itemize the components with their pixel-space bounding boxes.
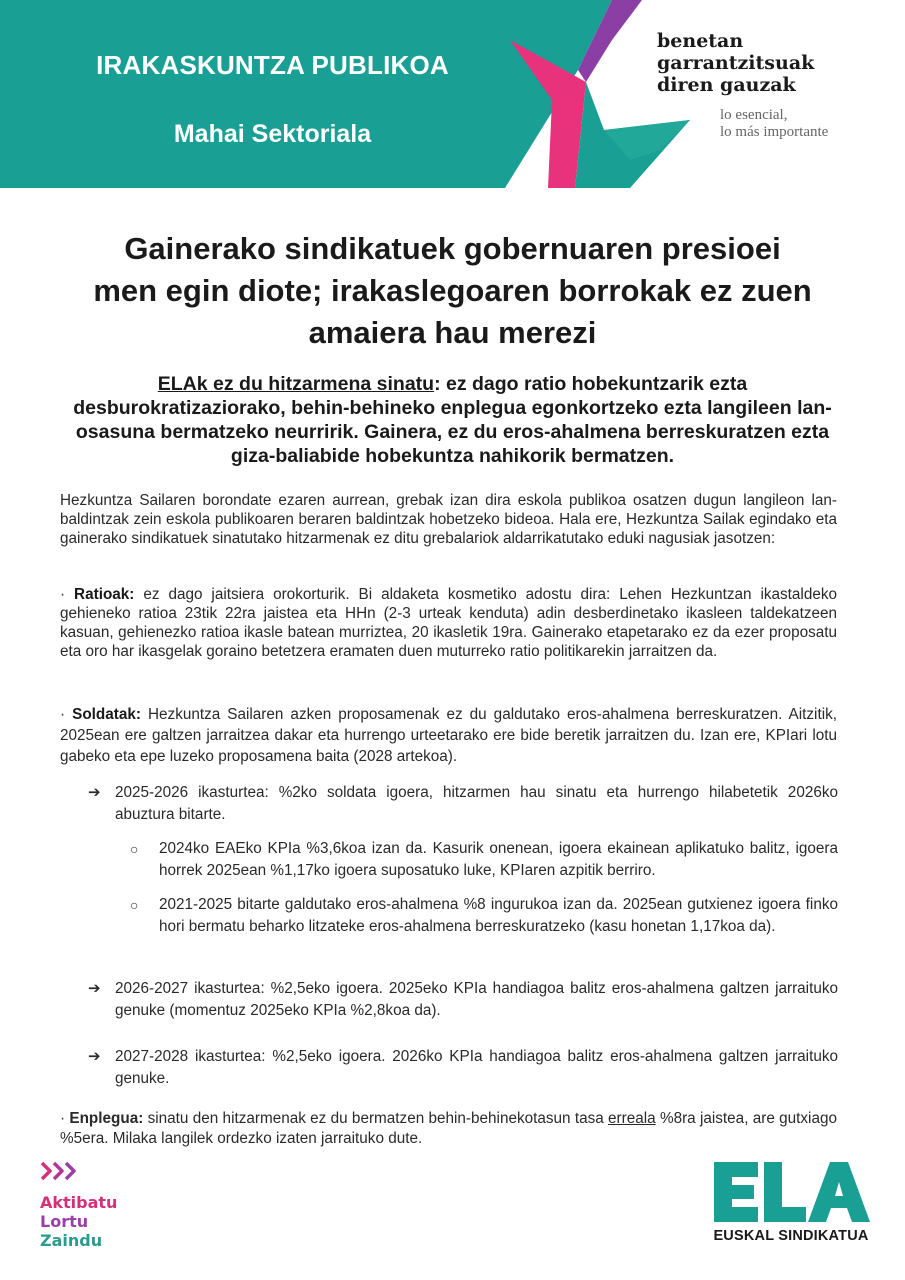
list-item-text: 2026-2027 ikasturtea: %2,5eko igoera. 2025eko KPIa handiagoa balitz eros-ahalmena galtzen jarraituko genuke (momentuz 2025eko KPIa %2,8koa da). <box>115 980 838 1019</box>
slogan-es-line: lo más importante <box>720 124 829 140</box>
headline <box>40 228 865 354</box>
footer-slogan <box>40 1193 117 1250</box>
footer-slogan-line: Aktibatu <box>40 1193 118 1212</box>
headline-line: men egin diote; irakaslegoaren borrokak ez zuen <box>93 273 812 308</box>
footer-slogan-line: Lortu <box>40 1212 89 1231</box>
lead-underlined: ELAk ez du hitzarmena sinatu <box>157 373 435 395</box>
headline-line: amaiera hau merezi <box>308 315 597 350</box>
soldatak-label: Soldatak: <box>72 706 141 723</box>
soldatak-paragraph <box>60 704 837 767</box>
sub-list-item <box>130 894 838 938</box>
lead-paragraph <box>55 372 850 468</box>
sub-list-item-text: 2021-2025 bitarte galdutako eros-ahalmena %8 ingurukoa izan da. 2025ean gutxienez igoera finko hori bermatu beharko litzateke eros-ahalmena berreskuratzeko (kasu honetan 1,17koa da). <box>159 896 838 935</box>
slogan-line: garrantzitsuak <box>657 52 815 74</box>
footer-slogan-line: Zaindu <box>40 1231 103 1250</box>
slogan-es-line: lo esencial, <box>720 107 788 123</box>
sub-list-item-text: 2024ko EAEko KPIa %3,6koa izan da. Kasurik onenean, igoera ekainean aplikatuko balitz, igoera horrek 2025ean %1,17ko igoera suposatuko luke, KPIaren azpitik berriro. <box>159 840 838 879</box>
headline-line: Gainerako sindikatuek gobernuaren presioei <box>124 231 781 266</box>
ratioak-text: ez dago jaitsiera orokorturik. Bi aldaketa kosmetiko adostu dira: Lehen Hezkuntzan ikastaldeko gehieneko ratioa 23tik 22ra jaistea eta HHn (2-3 urteak kenduta) adin desberdinetako ikasleen taldekatzeen kasuan, gehienezko ratioa ikasle batean murriztea, 20 ikasletik 19ra. Gainerako etapetarako ez da ezer proposatu eta oro har ikasgelak goraino betetzera eramaten duen muturreko ratio politikarekin jarraitzen da. <box>60 586 837 660</box>
circle-bullet-icon: ○ <box>130 841 139 857</box>
ela-logo-subtitle: EUSKAL SINDIKATUA <box>713 1228 869 1244</box>
chevrons-icon <box>40 1160 80 1182</box>
lead-text: : ez dago ratio hobekuntzarik ezta desburokratizaziorako, behin-behineko enplegua egonkortzeko ezta langileen lan-osasuna bermatzeko neurririk. Gainera, ez du eros-ahalmena berreskuratzen ezta giza-baliabide hobekuntza nahikorik bermatzen. <box>73 373 832 467</box>
teal-banner-shape <box>0 0 612 188</box>
bullet-dot: · <box>60 1110 70 1127</box>
ratioak-label: Ratioak: <box>74 586 135 603</box>
header-slogan <box>657 30 814 96</box>
list-item <box>88 782 838 826</box>
arrow-right-icon: ➔ <box>88 784 101 801</box>
ratioak-paragraph <box>60 585 837 661</box>
soldatak-text: Hezkuntza Sailaren azken proposamenak ez du galdutako eros-ahalmena berreskuratzen. Aitzitik, 2025ean ere galtzen jarraitzea dakar eta hurrengo urteetarako ere bide beretik jarraitzen du. Izan ere, KPIari lotu gabeko eta epe luzeko proposamena baita (2028 artekoa). <box>60 706 837 765</box>
list-item <box>88 1046 838 1090</box>
enplegua-label: Enplegua: <box>69 1110 144 1127</box>
slogan-line: benetan <box>657 30 744 52</box>
sub-list-item <box>130 838 838 882</box>
enplegua-underlined: erreala <box>608 1110 656 1127</box>
list-item-text: 2027-2028 ikasturtea: %2,5eko igoera. 2026ko KPIa handiagoa balitz eros-ahalmena galtzen jarraituko genuke. <box>115 1048 838 1087</box>
arrow-right-icon: ➔ <box>88 1048 101 1065</box>
header-title: IRAKASKUNTZA PUBLIKOA <box>96 50 449 80</box>
slogan-line: diren gauzak <box>657 74 796 96</box>
bullet-dot: · <box>60 586 75 603</box>
list-item-text: 2025-2026 ikasturtea: %2ko soldata igoera, hitzarmen hau sinatu eta hurrengo hilabetetik 2026ko abuztura bitarte. <box>115 784 838 823</box>
ela-logo <box>712 1160 872 1224</box>
enplegua-text-end: %8ra jaistea, are gutxiago %5era. Milaka langilek ordezko izaten jarraituko dute. <box>60 1110 837 1147</box>
bullet-dot: · <box>60 706 73 723</box>
intro-paragraph: Hezkuntza Sailaren borondate ezaren aurrean, grebak izan dira eskola publikoa osatzen dugun langileon lan-baldintzak zein eskola publikoaren beraren baldintzak hobetzeko bideoa. Hala ere, Hezkuntza Sailak egindako eta gainerako sindikatuek sinatutako hitzarmenak ez ditu grebalariok aldarrikatutako eduki nagusiak jasotzen: <box>60 492 837 547</box>
list-item <box>88 978 838 1022</box>
arrow-right-icon: ➔ <box>88 980 101 997</box>
header-subtitle: Mahai Sektoriala <box>173 120 372 148</box>
enplegua-paragraph <box>60 1109 837 1149</box>
enplegua-text: sinatu den hitzarmenak ez du bermatzen behin-behinekotasun tasa <box>143 1110 609 1127</box>
header-slogan-es <box>720 107 828 141</box>
header-band <box>0 0 905 188</box>
circle-bullet-icon: ○ <box>130 897 139 913</box>
